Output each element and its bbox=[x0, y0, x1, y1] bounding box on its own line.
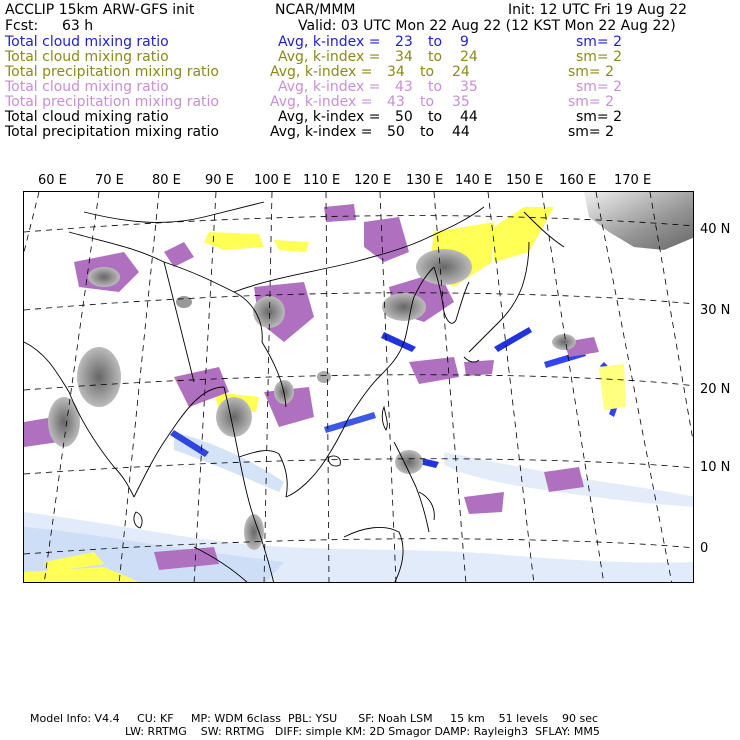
legend-field-label: Total cloud mixing ratio bbox=[5, 109, 169, 125]
model-info-line2: LW: RRTMG SW: RRTMG DIFF: simple KM: 2D Smagor DAMP: Rayleigh3 SFLAY: MM5 bbox=[125, 725, 600, 738]
lat-label: 20 N bbox=[700, 382, 731, 397]
legend-sm: sm= 2 bbox=[576, 79, 623, 95]
legend-avg-label: Avg, k-index = bbox=[278, 79, 381, 95]
legend-k-to: 35 bbox=[460, 79, 478, 95]
legend-to: to bbox=[428, 49, 443, 65]
legend-k-to: 9 bbox=[460, 34, 469, 50]
legend-sm: sm= 2 bbox=[576, 49, 623, 65]
lon-label: 60 E bbox=[38, 173, 67, 188]
legend-to: to bbox=[428, 79, 443, 95]
lon-label: 160 E bbox=[559, 173, 597, 188]
valid-time: Valid: 03 UTC Mon 22 Aug 22 (12 KST Mon 22 Aug 22) bbox=[298, 18, 676, 34]
purple-patch-10 bbox=[464, 492, 504, 514]
blue-streak-2 bbox=[494, 327, 532, 352]
lon-label: 120 E bbox=[354, 173, 392, 188]
lon-label: 130 E bbox=[406, 173, 444, 188]
legend-k-to: 44 bbox=[452, 124, 470, 140]
lat-label: 30 N bbox=[700, 303, 731, 318]
legend-sm: sm= 2 bbox=[568, 124, 615, 140]
legend-field-label: Total precipitation mixing ratio bbox=[5, 94, 219, 110]
legend-k-to: 35 bbox=[452, 94, 470, 110]
legend-k-from: 23 bbox=[395, 34, 413, 50]
legend-k-from: 34 bbox=[395, 49, 413, 65]
title-center: NCAR/MMM bbox=[275, 2, 356, 18]
lat-label: 40 N bbox=[700, 222, 731, 237]
legend-sm: sm= 2 bbox=[576, 34, 623, 50]
purple-patch-14 bbox=[464, 360, 494, 376]
legend-k-to: 44 bbox=[460, 109, 478, 125]
legend-to: to bbox=[428, 109, 443, 125]
grey-cell-10 bbox=[552, 334, 576, 350]
lon-label: 170 E bbox=[614, 173, 652, 188]
lat-label: 10 N bbox=[700, 460, 731, 475]
legend-avg-label: Avg, k-index = bbox=[270, 64, 373, 80]
lon-label: 110 E bbox=[303, 173, 341, 188]
grey-cell-12 bbox=[176, 296, 192, 308]
legend-k-to: 24 bbox=[460, 49, 478, 65]
map-canvas bbox=[24, 192, 694, 583]
legend-to: to bbox=[420, 64, 435, 80]
lon-label: 140 E bbox=[455, 173, 493, 188]
legend-to: to bbox=[420, 124, 435, 140]
legend-field-label: Total precipitation mixing ratio bbox=[5, 64, 219, 80]
grey-cell-4 bbox=[395, 450, 423, 474]
legend-avg-label: Avg, k-index = bbox=[278, 109, 381, 125]
legend-k-from: 43 bbox=[387, 94, 405, 110]
lon-label: 90 E bbox=[205, 173, 234, 188]
legend-avg-label: Avg, k-index = bbox=[278, 49, 381, 65]
cloud-mass-northeast bbox=[584, 192, 694, 250]
grey-cell-8 bbox=[88, 267, 120, 287]
grey-cell-7 bbox=[253, 296, 285, 328]
legend-to: to bbox=[420, 94, 435, 110]
map-panel bbox=[23, 191, 694, 583]
grey-cell-6 bbox=[382, 293, 426, 321]
legend-avg-label: Avg, k-index = bbox=[278, 34, 381, 50]
legend-k-from: 43 bbox=[395, 79, 413, 95]
fcst-value: 63 h bbox=[62, 18, 94, 34]
grey-cell-13 bbox=[317, 371, 331, 383]
legend-k-from: 34 bbox=[387, 64, 405, 80]
legend-sm: sm= 2 bbox=[576, 109, 623, 125]
lon-label: 100 E bbox=[254, 173, 292, 188]
lat-label: 0 bbox=[700, 541, 709, 556]
purple-patch-13 bbox=[324, 204, 356, 222]
graticule bbox=[24, 192, 694, 583]
lon-label: 70 E bbox=[95, 173, 124, 188]
lon-label: 150 E bbox=[506, 173, 544, 188]
legend-k-from: 50 bbox=[395, 109, 413, 125]
legend-sm: sm= 2 bbox=[568, 64, 615, 80]
grey-cell-2 bbox=[48, 397, 80, 447]
yellow-patch-4 bbox=[494, 207, 554, 262]
grey-cell-1 bbox=[77, 347, 121, 407]
model-info-line1: Model Info: V4.4 CU: KF MP: WDM 6class PBL: YSU SF: Noah LSM 15 km 51 levels 90 sec bbox=[30, 712, 599, 725]
legend-to: to bbox=[428, 34, 443, 50]
legend-k-from: 50 bbox=[387, 124, 405, 140]
legend-field-label: Total cloud mixing ratio bbox=[5, 34, 169, 50]
purple-patch-6 bbox=[409, 357, 459, 384]
legend-field-label: Total precipitation mixing ratio bbox=[5, 124, 219, 140]
yellow-patch-8 bbox=[599, 364, 626, 410]
title-left: ACCLIP 15km ARW-GFS init bbox=[5, 2, 195, 18]
legend-field-label: Total cloud mixing ratio bbox=[5, 49, 169, 65]
init-time: Init: 12 UTC Fri 19 Aug 22 bbox=[508, 2, 688, 18]
purple-patch-3 bbox=[364, 217, 409, 262]
legend-k-to: 24 bbox=[452, 64, 470, 80]
legend-avg-label: Avg, k-index = bbox=[270, 94, 373, 110]
grey-cell-5 bbox=[416, 249, 472, 285]
lon-label: 80 E bbox=[152, 173, 181, 188]
legend-avg-label: Avg, k-index = bbox=[270, 124, 373, 140]
legend-field-label: Total cloud mixing ratio bbox=[5, 79, 169, 95]
yellow-patch-2 bbox=[274, 240, 309, 252]
legend-sm: sm= 2 bbox=[568, 94, 615, 110]
fcst-label: Fcst: bbox=[5, 18, 39, 34]
